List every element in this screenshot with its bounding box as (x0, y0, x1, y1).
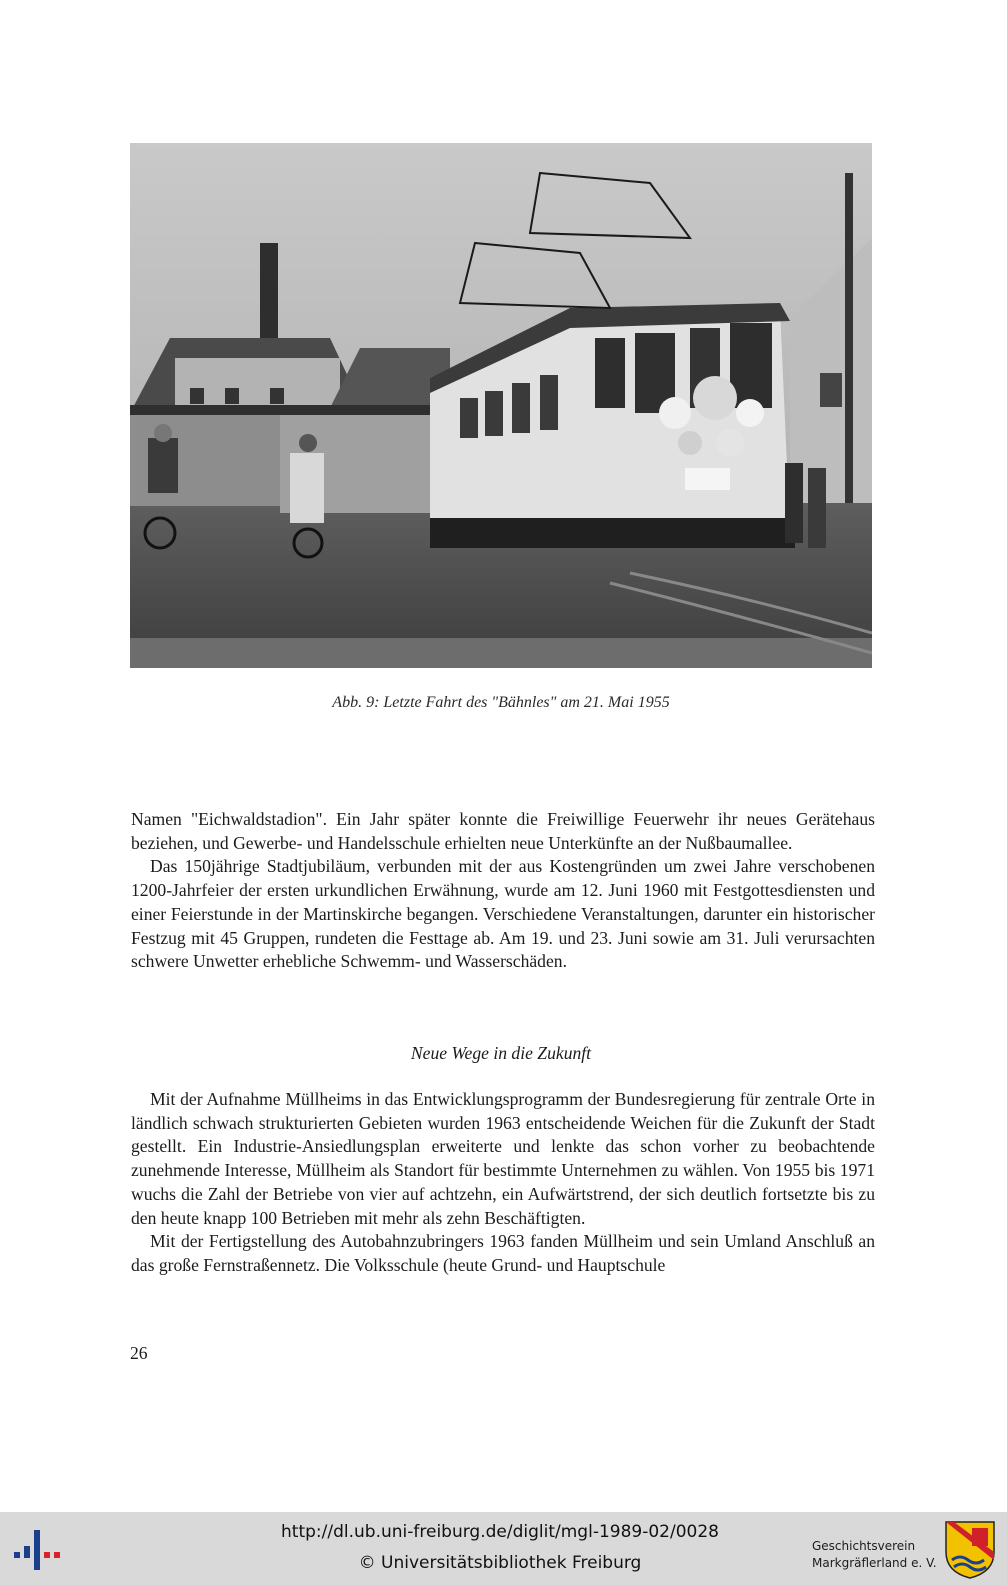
tram-photograph (130, 143, 872, 668)
page-number: 26 (130, 1343, 148, 1363)
paragraph: Mit der Aufnahme Müllheims in das Entwicklungsprogramm der Bundesregierung für zentrale Orte in ländlich schwach strukturierten Gebieten wurden 1963 entscheidende Weichen für die Zukunft der Stadt gestellt. Ein Industrie-Ansiedlungsplan erweiterte und lenkte das schon vorher zu beobachtende zunehmende Interesse, Müllheim als Standort für bestimmte Unternehmen zu wählen. Von 1955 bis 1971 wuchs die Zahl der Betriebe von vier auf achtzehn, ein Aufwärtstrend, der sich deutlich fortsetzte bis zu den heute knapp 100 Betrieben mit mehr als zehn Beschäftigten. (131, 1089, 875, 1228)
society-name-line2: Markgräflerland e. V. (812, 1556, 937, 1570)
document-url-link[interactable]: http://dl.ub.uni-freiburg.de/diglit/mgl-1989-02/0028 (281, 1522, 719, 1542)
footer-bar (0, 1512, 1007, 1585)
society-name-line1: Geschichtsverein (812, 1539, 916, 1553)
paragraph: Mit der Fertigstellung des Autobahnzubringers 1963 fanden Müllheim und sein Umland Anschluß an das große Fernstraßennetz. Die Volksschule (heute Grund- und Hauptschule (131, 1231, 875, 1275)
tram-photo-illustration (130, 143, 872, 668)
text-block-1 (131, 808, 875, 974)
university-library-logo-icon (12, 1524, 64, 1574)
copyright-text: © Universitätsbibliothek Freiburg (358, 1553, 642, 1573)
coat-of-arms-icon (944, 1520, 996, 1580)
section-heading: Neue Wege in die Zukunft (410, 1043, 592, 1063)
text-block-2 (131, 1088, 875, 1278)
paragraph: Namen "Eichwaldstadion". Ein Jahr später konnte die Freiwillige Feuerwehr ihr neues Gerätehaus beziehen, und Gewerbe- und Handelsschule erhielten neue Unterkünfte an der Nußbaumallee. (131, 809, 875, 853)
paragraph: Das 150jährige Stadtjubiläum, verbunden mit der aus Kostengründen um zwei Jahre verschobenen 1200-Jahrfeier der ersten urkundlichen Erwähnung, wurde am 12. Juni 1960 mit Festgottesdiensten und einer Feierstunde in der Martinskirche begangen. Verschiedene Veranstaltungen, darunter ein historischer Festzug mit 45 Gruppen, rundeten die Festtage ab. Am 19. und 23. Juni sowie am 31. Juli verursachten schwere Unwetter erhebliche Schwemm- und Wasserschäden. (131, 856, 875, 972)
figure-caption: Abb. 9: Letzte Fahrt des "Bähnles" am 21. Mai 1955 (332, 694, 670, 711)
